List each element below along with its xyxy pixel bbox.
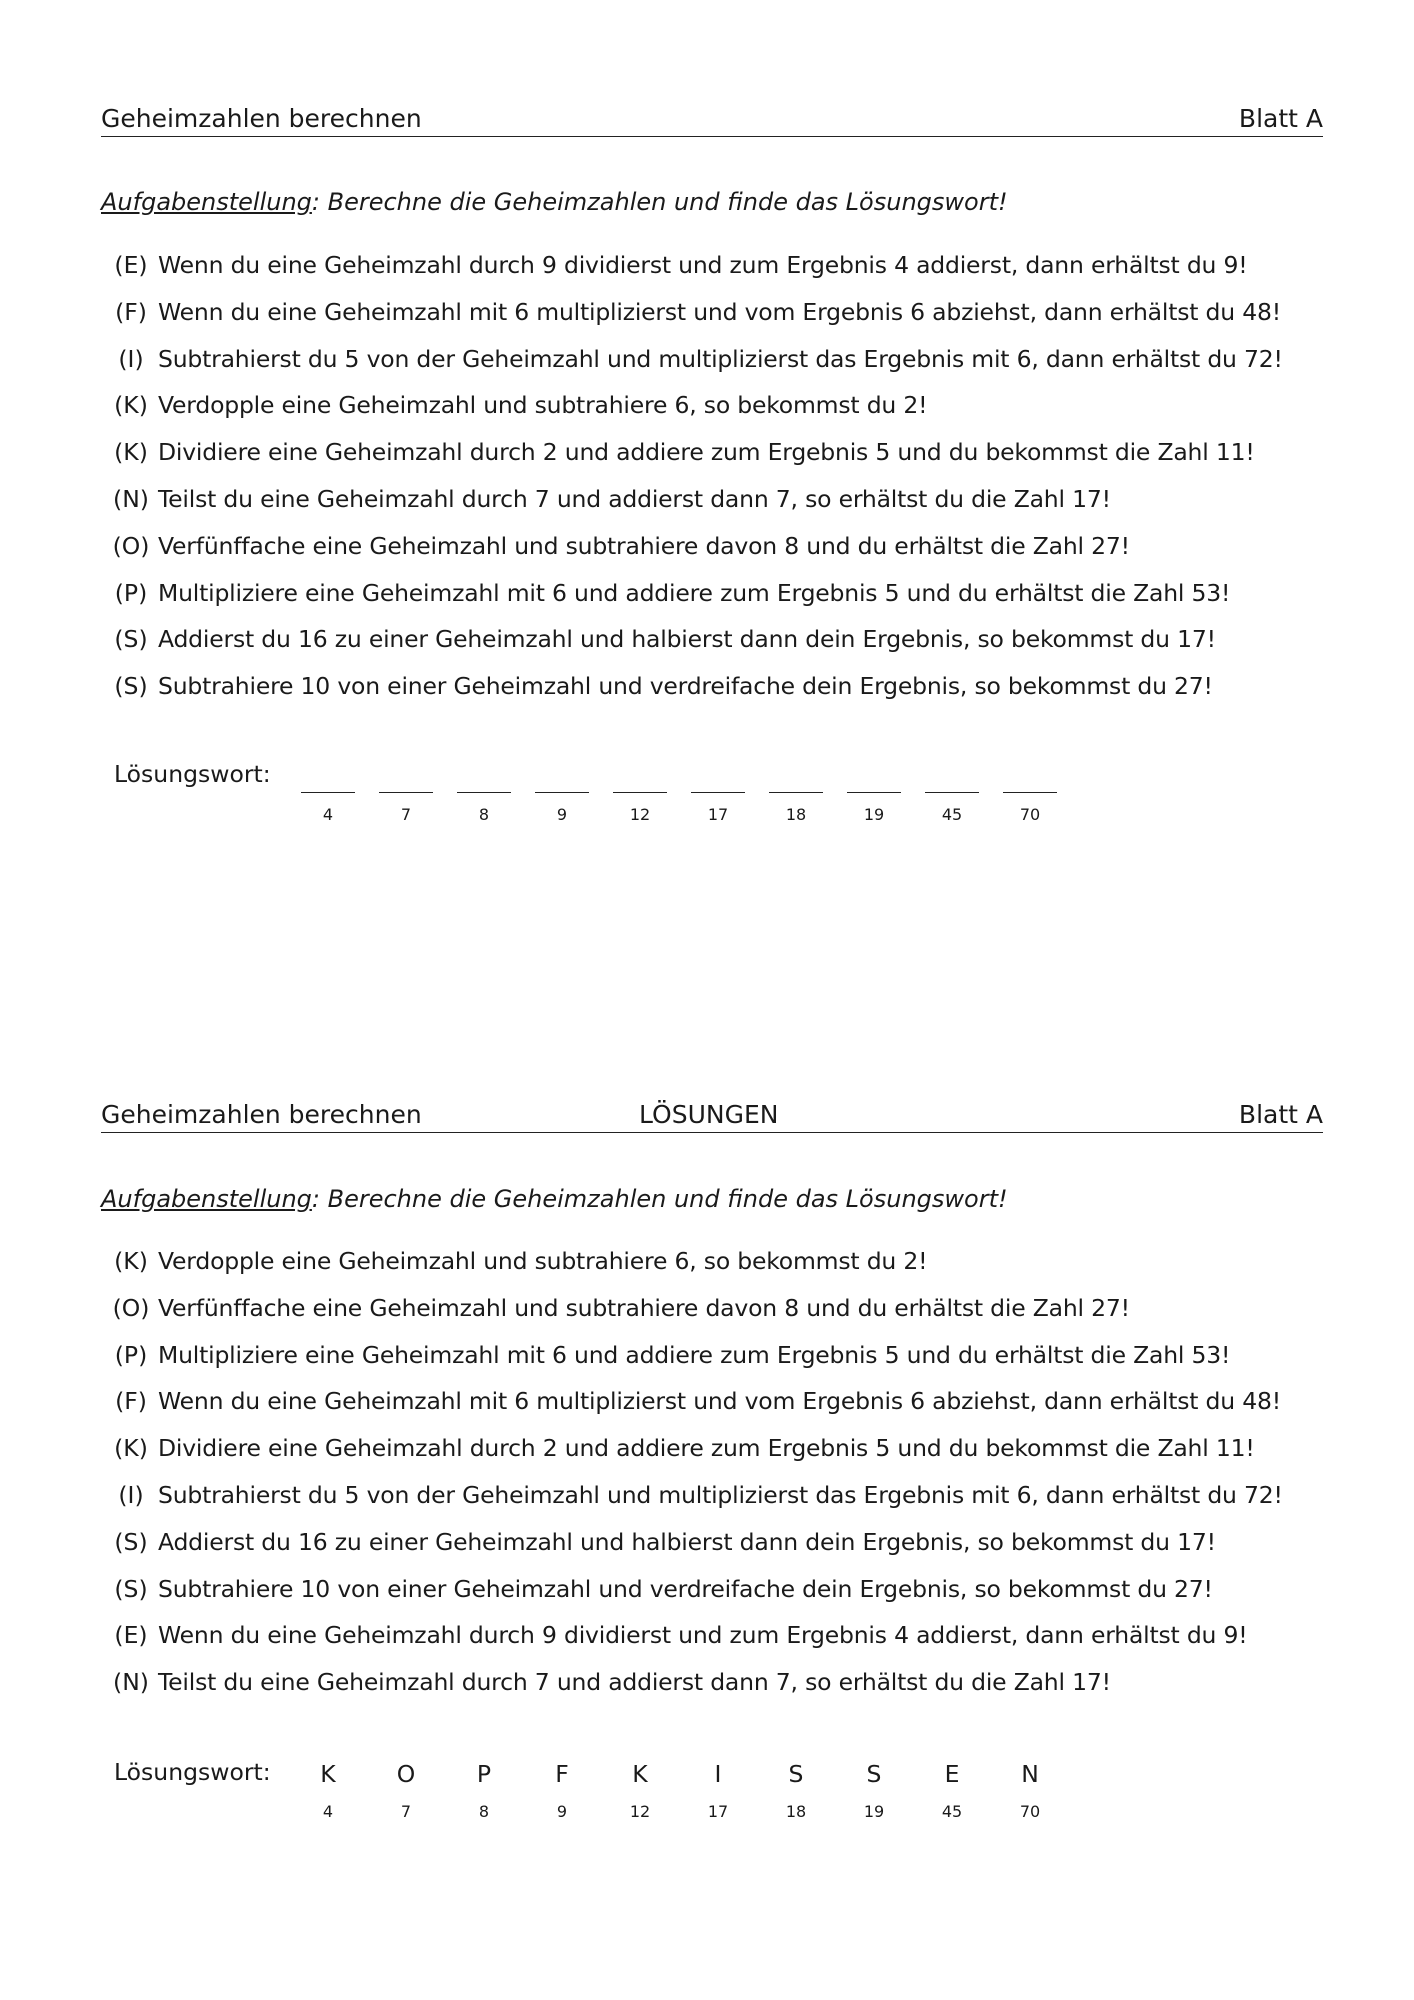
sheet-title: Geheimzahlen berechnen	[101, 104, 422, 133]
task-text: Subtrahierst du 5 von der Geheimzahl und multiplizierst das Ergebnis mit 6, dann erhältst du 72!	[158, 344, 1283, 373]
answer-slot	[456, 1758, 512, 1821]
answer-slot[interactable]	[378, 760, 434, 824]
task-letter: (S)	[114, 1574, 148, 1603]
task-item	[108, 1665, 1338, 1712]
task-item	[108, 1431, 1338, 1478]
task-letter: (S)	[114, 1527, 148, 1556]
solution-letter: K	[320, 1760, 336, 1788]
task-letter: (P)	[114, 578, 148, 607]
task-item	[108, 482, 1338, 529]
answer-slot	[612, 1758, 668, 1821]
solution-word	[114, 760, 1114, 830]
task-letter: (K)	[114, 438, 148, 467]
slot-number: 4	[322, 805, 334, 824]
answer-slot[interactable]	[456, 760, 512, 824]
solution-letter: S	[788, 1760, 804, 1788]
answer-slot	[378, 1758, 434, 1821]
task-item	[108, 529, 1338, 576]
task-item	[108, 248, 1338, 295]
slot-number: 45	[941, 1802, 963, 1821]
task-list	[108, 248, 1338, 716]
task-text: Addierst du 16 zu einer Geheimzahl und halbierst dann dein Ergebnis, so bekommst du 17!	[158, 625, 1216, 654]
task-text: Verdopple eine Geheimzahl und subtrahiere 6, so bekommst du 2!	[158, 1247, 928, 1275]
slot-number: 9	[556, 1802, 568, 1821]
task-letter: (K)	[114, 1434, 148, 1463]
answer-slot[interactable]	[846, 760, 902, 824]
slot-number: 4	[322, 1802, 334, 1821]
answer-slot[interactable]	[690, 760, 746, 824]
answer-slot[interactable]	[924, 760, 980, 824]
blank-line[interactable]	[769, 760, 823, 793]
solution-letter: P	[476, 1760, 492, 1788]
blank-line[interactable]	[925, 760, 979, 793]
blank-line[interactable]	[535, 760, 589, 793]
task-letter: (I)	[118, 344, 144, 373]
slot-number: 8	[478, 1802, 490, 1821]
slot-number: 9	[556, 805, 568, 824]
task-text: Multipliziere eine Geheimzahl mit 6 und addiere zum Ergebnis 5 und du erhältst die Zahl 53!	[158, 1340, 1231, 1369]
answer-slot[interactable]	[768, 760, 824, 824]
sheet-label: Blatt A	[1238, 104, 1323, 133]
task-item	[108, 1244, 1338, 1291]
task-item	[108, 1478, 1338, 1525]
answer-slot	[690, 1758, 746, 1821]
blank-line[interactable]	[691, 760, 745, 793]
solution-label: Lösungswort:	[114, 1758, 271, 1786]
task-letter: (S)	[114, 672, 148, 701]
blank-line[interactable]	[301, 760, 355, 793]
task-text: Wenn du eine Geheimzahl mit 6 multiplizierst und vom Ergebnis 6 abziehst, dann erhältst du 48!	[158, 1387, 1281, 1416]
slot-number: 19	[863, 805, 885, 824]
solution-letter: S	[866, 1760, 882, 1788]
task-letter: (K)	[114, 391, 148, 420]
solution-word	[114, 1758, 1114, 1828]
task-text: Multipliziere eine Geheimzahl mit 6 und addiere zum Ergebnis 5 und du erhältst die Zahl 53!	[158, 578, 1231, 607]
solution-letter: K	[632, 1760, 648, 1788]
slot-number: 18	[785, 805, 807, 824]
task-item	[108, 576, 1338, 623]
answer-slot[interactable]	[612, 760, 668, 824]
slot-number: 19	[863, 1802, 885, 1821]
task-text: Verdopple eine Geheimzahl und subtrahiere 6, so bekommst du 2!	[158, 391, 928, 420]
slot-number: 12	[629, 1802, 651, 1821]
solution-letter: F	[555, 1760, 569, 1788]
task-text: Dividiere eine Geheimzahl durch 2 und addiere zum Ergebnis 5 und du bekommst die Zahl 11!	[158, 1434, 1255, 1463]
task-item	[108, 1338, 1338, 1385]
answer-slot	[1002, 1758, 1058, 1821]
task-item	[108, 1618, 1338, 1665]
solution-letter: I	[714, 1760, 722, 1788]
task-item	[108, 342, 1338, 389]
sheet-header	[101, 102, 1323, 137]
task-item	[108, 1525, 1338, 1572]
slot-number: 70	[1019, 1802, 1041, 1821]
solution-letter: O	[396, 1760, 416, 1788]
task-letter: (S)	[114, 625, 148, 654]
instruction-text: : Berechne die Geheimzahlen und finde das Lösungswort!	[311, 188, 1008, 216]
task-letter: (O)	[112, 531, 150, 560]
task-letter: (K)	[114, 1247, 148, 1275]
answer-slot	[300, 1758, 356, 1821]
task-text: Verfünffache eine Geheimzahl und subtrahiere davon 8 und du erhältst die Zahl 27!	[158, 531, 1130, 560]
slot-number: 12	[629, 805, 651, 824]
task-item	[108, 388, 1338, 435]
blank-line[interactable]	[379, 760, 433, 793]
task-text: Addierst du 16 zu einer Geheimzahl und halbierst dann dein Ergebnis, so bekommst du 17!	[158, 1527, 1216, 1556]
task-letter: (F)	[115, 1387, 147, 1416]
solution-label: Lösungswort:	[114, 760, 271, 788]
task-item	[108, 1572, 1338, 1619]
answer-slot	[768, 1758, 824, 1821]
task-item	[108, 622, 1338, 669]
sheet-label: Blatt A	[1238, 1100, 1323, 1129]
slot-number: 8	[478, 805, 490, 824]
slot-number: 17	[707, 805, 729, 824]
task-item	[108, 295, 1338, 342]
task-text: Teilst du eine Geheimzahl durch 7 und addierst dann 7, so erhältst du die Zahl 17!	[158, 1668, 1111, 1697]
answer-slot	[846, 1758, 902, 1821]
task-letter: (P)	[114, 1340, 148, 1369]
blank-line[interactable]	[1003, 760, 1057, 793]
slot-number: 17	[707, 1802, 729, 1821]
instruction-text: : Berechne die Geheimzahlen und finde das Lösungswort!	[311, 1185, 1008, 1213]
answer-slot[interactable]	[1002, 760, 1058, 824]
task-list	[108, 1244, 1338, 1712]
task-text: Wenn du eine Geheimzahl mit 6 multiplizierst und vom Ergebnis 6 abziehst, dann erhältst du 48!	[158, 297, 1281, 326]
sheet-header	[101, 1098, 1323, 1133]
blank-line[interactable]	[847, 760, 901, 793]
slot-number: 45	[941, 805, 963, 824]
slot-number: 7	[400, 1802, 412, 1821]
task-text: Subtrahierst du 5 von der Geheimzahl und multiplizierst das Ergebnis mit 6, dann erhältst du 72!	[158, 1480, 1283, 1509]
task-letter: (F)	[115, 297, 147, 326]
task-letter: (N)	[113, 484, 149, 513]
instruction	[101, 1185, 1008, 1213]
task-text: Wenn du eine Geheimzahl durch 9 dividierst und zum Ergebnis 4 addierst, dann erhältst du 9!	[158, 251, 1248, 279]
task-text: Subtrahiere 10 von einer Geheimzahl und verdreifache dein Ergebnis, so bekommst du 27!	[158, 1574, 1213, 1603]
blank-line[interactable]	[457, 760, 511, 793]
slot-number: 70	[1019, 805, 1041, 824]
slot-number: 18	[785, 1802, 807, 1821]
task-item	[108, 1291, 1338, 1338]
task-item	[108, 1384, 1338, 1431]
task-text: Teilst du eine Geheimzahl durch 7 und addierst dann 7, so erhältst du die Zahl 17!	[158, 484, 1111, 513]
instruction-label: Aufgabenstellung	[101, 1185, 312, 1213]
instruction	[101, 188, 1008, 216]
instruction-label: Aufgabenstellung	[101, 188, 312, 216]
task-text: Wenn du eine Geheimzahl durch 9 dividierst und zum Ergebnis 4 addierst, dann erhältst du 9!	[158, 1621, 1248, 1650]
solution-letter: N	[1021, 1760, 1039, 1788]
answer-slot	[534, 1758, 590, 1821]
task-item	[108, 669, 1338, 716]
sheet-title: Geheimzahlen berechnen	[101, 1100, 422, 1129]
answer-slot	[924, 1758, 980, 1821]
task-letter: (E)	[114, 251, 148, 279]
task-item	[108, 435, 1338, 482]
task-text: Dividiere eine Geheimzahl durch 2 und addiere zum Ergebnis 5 und du bekommst die Zahl 11!	[158, 438, 1255, 467]
answer-slot[interactable]	[534, 760, 590, 824]
task-letter: (I)	[118, 1480, 144, 1509]
solution-letter: E	[944, 1760, 960, 1788]
task-letter: (N)	[113, 1668, 149, 1697]
task-letter: (O)	[112, 1293, 150, 1322]
blank-line[interactable]	[613, 760, 667, 793]
slot-number: 7	[400, 805, 412, 824]
solutions-heading: LÖSUNGEN	[639, 1100, 779, 1129]
task-text: Subtrahiere 10 von einer Geheimzahl und verdreifache dein Ergebnis, so bekommst du 27!	[158, 672, 1213, 701]
task-text: Verfünffache eine Geheimzahl und subtrahiere davon 8 und du erhältst die Zahl 27!	[158, 1293, 1130, 1322]
answer-slot[interactable]	[300, 760, 356, 824]
task-letter: (E)	[114, 1621, 148, 1650]
